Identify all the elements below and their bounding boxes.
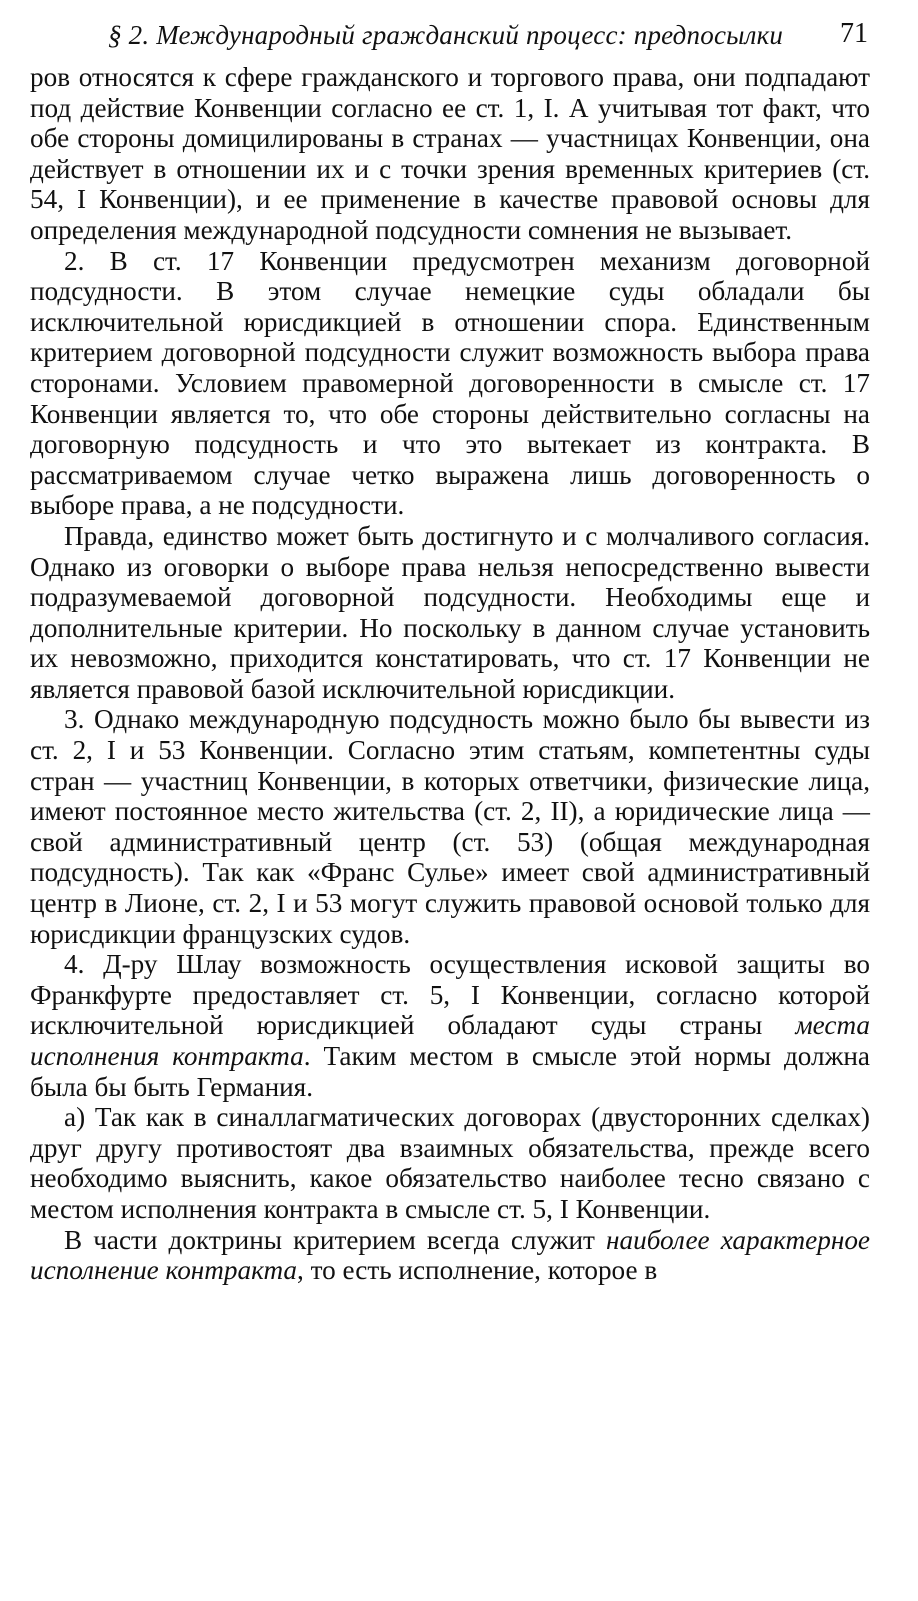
paragraph (30, 1102, 870, 1224)
page-number: 71 (840, 18, 868, 49)
text-segment: 2. В ст. 17 Конвенции предусмотрен механизм договорной подсудности. В этом случае немецкие суды обладали бы исключительной юрисдикцией в отношении спора. Единственным критерием договорной подсудности служит возможность выбора права сторонами. Условием правомерной договоренности в смысле ст. 17 Конвенции является то, что обе стороны действительно согласны на договорную подсудность и что это вытекает из контракта. В рассматриваемом случае четко выражена лишь договоренность о выборе права, а не подсудности. (30, 245, 870, 521)
paragraph (30, 949, 870, 1102)
text-segment: 4. Д-ру Шлау возможность осуществления исковой защиты во Франкфурте предоставляет ст. 5, I Конвенции, согласно которой исключительной юрисдикцией обладают суды страны (30, 949, 870, 1041)
paragraph (30, 1225, 870, 1286)
text-segment: ров относятся к сфере гражданского и торгового права, они подпадают под действие Конвенции согласно ее ст. 1, I. А учитывая тот факт, что обе стороны домицилированы в странах — участницах Конвенции, она действует в отношении их и с точки зрения временных критериев (ст. 54, I Конвенции), и ее применение в качестве правовой основы для определения международной подсудности сомнения не вызывает. (30, 62, 870, 245)
body-text (30, 62, 870, 1286)
document-page (30, 14, 870, 1286)
paragraph (30, 521, 870, 705)
italic-term: наиболее характерное исполнение контракта (30, 1224, 870, 1286)
running-header (30, 14, 870, 62)
text-segment: Правда, единство может быть достигнуто и с молчаливого согласия. Однако из оговорки о выборе права нельзя непосредственно вывести подразумеваемой договорной подсудности. Необходимы еще и дополнительные критерии. Но поскольку в данном случае установить их невозможно, приходится констатировать, что ст. 17 Конвенции не является правовой базой исключительной юрисдикции. (30, 520, 870, 704)
text-segment: , то есть исполнение, которое в (297, 1255, 658, 1286)
paragraph (30, 246, 870, 521)
italic-term: места исполнения контракта (30, 1010, 870, 1071)
paragraph (30, 62, 870, 246)
text-segment: а) Так как в синаллагматических договорах (двусторонних сделках) друг другу противостоят два взаимных обязательства, прежде всего необходимо выяснить, какое обязательство наиболее тесно связано с местом исполнения контракта в смысле ст. 5, I Конвенции. (30, 1102, 870, 1224)
text-segment: 3. Однако международную подсудность можно было бы вывести из ст. 2, I и 53 Конвенции. Согласно этим статьям, компетентны суды стран — участниц Конвенции, в которых ответчики, физические лица, имеют постоянное место жительства (ст. 2, II), а юридические лица — свой административный центр (ст. 53) (общая международная подсудность). Так как «Франс Сулье» имеет свой административный центр в Лионе, ст. 2, I и 53 могут служить правовой основой только для юрисдикции французских судов. (30, 704, 870, 949)
header-title: § 2. Международный гражданский процесс: предпосылки (108, 20, 784, 50)
text-segment: В части доктрины критерием всегда служит (64, 1224, 607, 1255)
paragraph (30, 704, 870, 949)
text-segment: . Таким местом в смысле этой нормы должна была бы быть Германия. (30, 1041, 870, 1102)
